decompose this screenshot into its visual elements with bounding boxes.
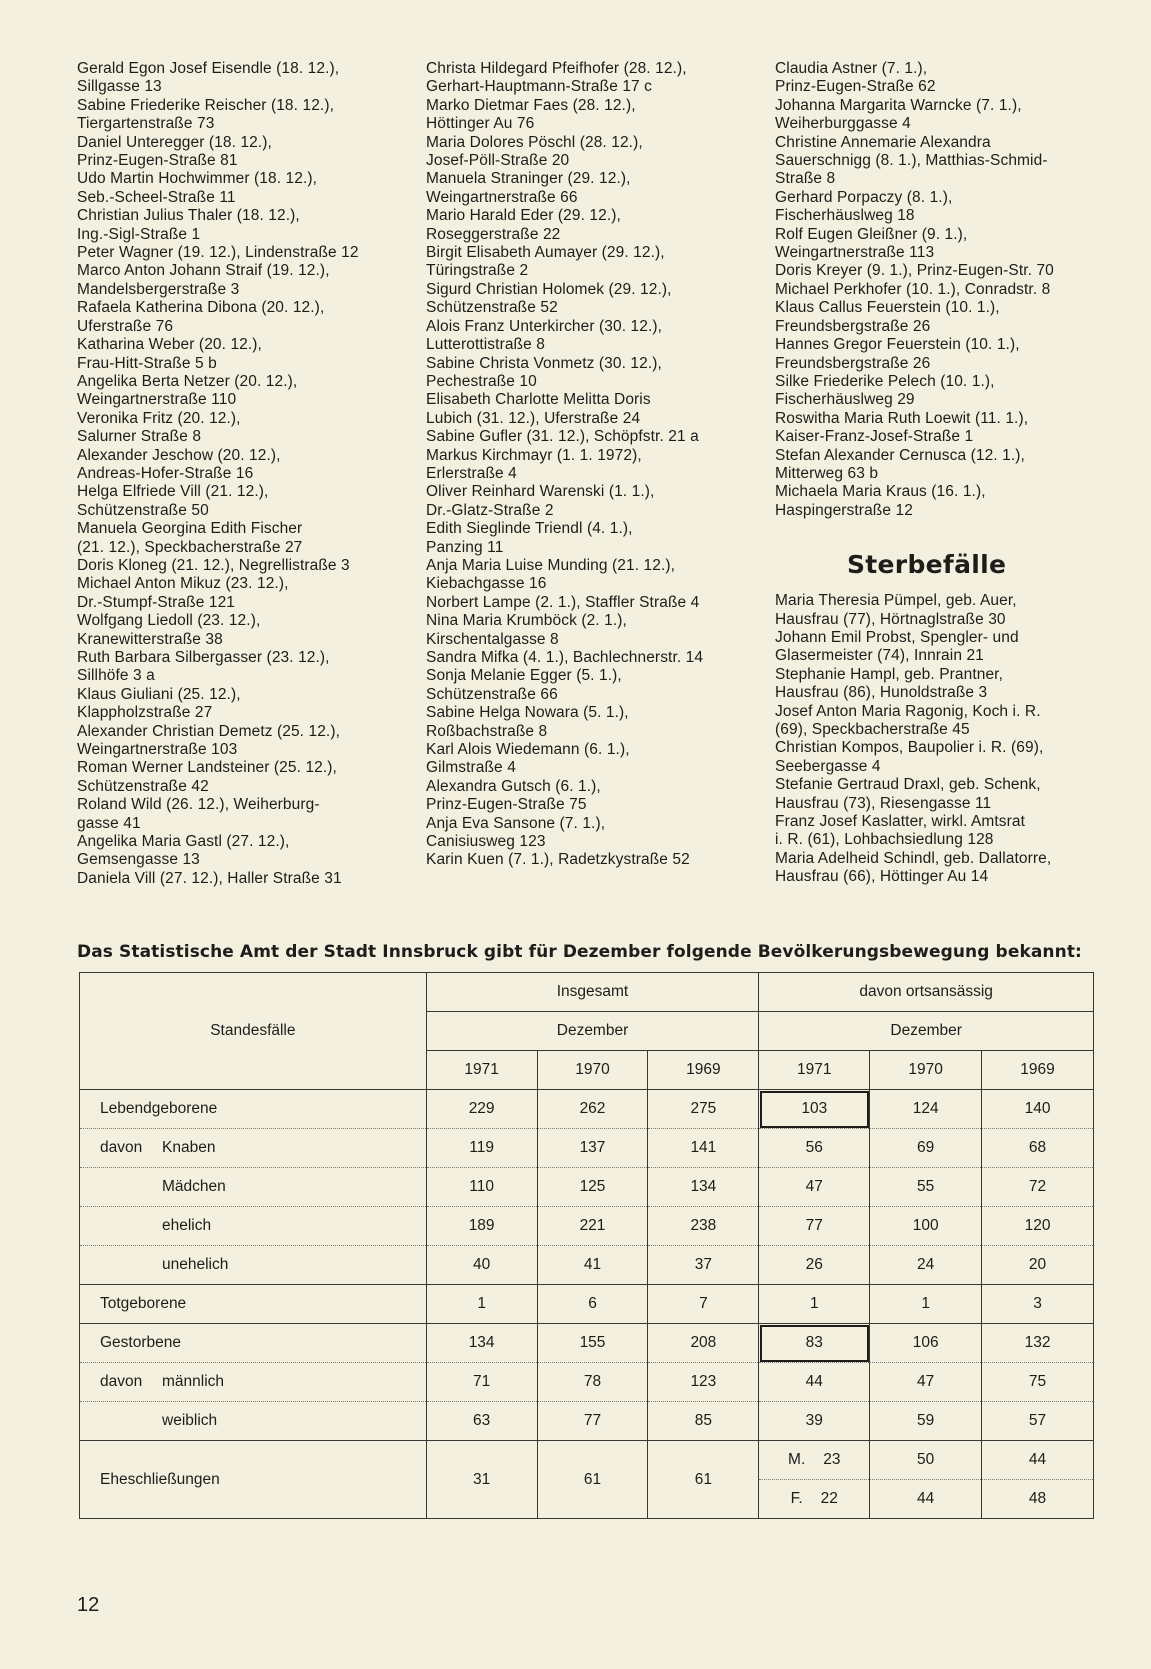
value-cell: 69 (870, 1129, 982, 1168)
male-value: 23 (823, 1451, 841, 1468)
value-cell: 85 (648, 1402, 759, 1441)
register-entry: Gerald Egon Josef Eisendle (18. 12.), Sillgasse 13 (77, 60, 340, 96)
row-label-text: männlich (162, 1373, 225, 1390)
register-entry: Ruth Barbara Silbergasser (23. 12.), Sillhöfe 3 a (77, 649, 330, 685)
register-entry: Veronika Fritz (20. 12.), Salurner Straße 8 (77, 409, 241, 446)
row-knaben (80, 1129, 1094, 1168)
value-cell: 155 (537, 1324, 648, 1363)
register-entry: Manuela Straninger (29. 12.), Weingartnerstraße 66 (426, 170, 631, 206)
births-list-3 (775, 60, 1105, 520)
value-cell: 83 (759, 1324, 870, 1363)
register-entry: Doris Kloneg (21. 12.), Negrellistraße 3 (77, 556, 350, 574)
value-cell: 31 (426, 1441, 537, 1519)
value-cell: 61 (648, 1441, 759, 1519)
register-entry: Josef Anton Maria Ragonig, Koch i. R. (69), Speckbacherstraße 45 (775, 702, 1041, 738)
register-entry: Daniel Unteregger (18. 12.), Prinz-Eugen-Straße 81 (77, 133, 272, 170)
register-entry: Sigurd Christian Holomek (29. 12.), Schützenstraße 52 (426, 280, 672, 317)
value-cell: 37 (648, 1246, 759, 1285)
value-cell: 119 (426, 1129, 537, 1168)
register-entry: Manuela Georgina Edith Fischer (21. 12.), Speckbacherstraße 27 (77, 520, 303, 556)
row-eheschliessungen-m (80, 1441, 1094, 1480)
register-entry: Silke Friederike Pelech (10. 1.), Fischerhäuslweg 29 (775, 372, 995, 409)
row-label: Lebendgeborene (80, 1090, 427, 1129)
register-entry: Roswitha Maria Ruth Loewit (11. 1.), Kaiser-Franz-Josef-Straße 1 (775, 409, 1029, 446)
register-entry: Michaela Maria Kraus (16. 1.), Haspingerstraße 12 (775, 483, 986, 519)
female-value: 22 (820, 1490, 838, 1507)
register-entry: Christian Julius Thaler (18. 12.), Ing.-Sigl-Straße 1 (77, 207, 300, 243)
register-entry: Christa Hildegard Pfeifhofer (28. 12.), Gerhart-Hauptmann-Straße 17 c (426, 60, 687, 96)
register-entry: Stephanie Hampl, geb. Prantner, Hausfrau (86), Hunoldstraße 3 (775, 665, 1003, 702)
value-cell: 238 (648, 1207, 759, 1246)
value-cell: 208 (648, 1324, 759, 1363)
row-weiblich (80, 1402, 1094, 1441)
row-label: Eheschließungen (80, 1441, 427, 1519)
value-cell: 134 (426, 1324, 537, 1363)
row-unehelich (80, 1246, 1094, 1285)
value-cell: 26 (759, 1246, 870, 1285)
year-cell: 1969 (648, 1051, 759, 1090)
row-maedchen (80, 1168, 1094, 1207)
register-entry: Christian Kompos, Baupolier i. R. (69), Seebergasse 4 (775, 739, 1044, 775)
register-entry: Oliver Reinhard Warenski (1. 1.), Dr.-Glatz-Straße 2 (426, 483, 655, 519)
register-entry: Helga Elfriede Vill (21. 12.), Schützenstraße 50 (77, 483, 269, 519)
births-column-2 (426, 60, 756, 870)
year-cell: 1969 (982, 1051, 1094, 1090)
register-entry: Rolf Eugen Gleißner (9. 1.), Weingartnerstraße 113 (775, 225, 968, 262)
row-totgeborene (80, 1285, 1094, 1324)
value-cell: 221 (537, 1207, 648, 1246)
register-entry: Roland Wild (26. 12.), Weiherburg- gasse 41 (77, 796, 320, 832)
register-entry: Stefan Alexander Cernusca (12. 1.), Mitterweg 63 b (775, 446, 1025, 482)
register-entry: Roman Werner Landsteiner (25. 12.), Schützenstraße 42 (77, 759, 337, 795)
value-cell: 24 (870, 1246, 982, 1285)
register-entry: Peter Wagner (19. 12.), Lindenstraße 12 (77, 244, 359, 262)
value-cell: 137 (537, 1129, 648, 1168)
row-prefix: davon (100, 1139, 143, 1156)
register-entry: Sabine Helga Nowara (5. 1.), Roßbachstraße 8 (426, 704, 629, 740)
register-entry: Edith Sieglinde Triendl (4. 1.), Panzing 11 (426, 520, 633, 556)
table-title: Das Statistische Amt der Stadt Innsbruck gibt für Dezember folgende Bevölkerungsbewegung bekannt: (77, 942, 1082, 962)
year-cell: 1971 (426, 1051, 537, 1090)
value-cell: 56 (759, 1129, 870, 1168)
row-gestorbene (80, 1324, 1094, 1363)
register-entry: Klaus Callus Feuerstein (10. 1.), Freundsbergstraße 26 (775, 299, 1000, 335)
value-cell: 77 (537, 1402, 648, 1441)
register-entry: Sandra Mifka (4. 1.), Bachlechnerstr. 14 (426, 649, 704, 666)
value-cell: 7 (648, 1285, 759, 1324)
register-entry: Alexander Christian Demetz (25. 12.), Weingartnerstraße 103 (77, 722, 341, 759)
value-cell: 41 (537, 1246, 648, 1285)
row-lebendgeborene (80, 1090, 1094, 1129)
value-cell-f: 44 (870, 1480, 982, 1519)
page-number: 12 (77, 1594, 100, 1616)
value-cell: 71 (426, 1363, 537, 1402)
register-entry: Klaus Giuliani (25. 12.), Klappholzstraße 27 (77, 685, 241, 722)
month-insgesamt: Dezember (426, 1012, 759, 1051)
register-entry: Hannes Gregor Feuerstein (10. 1.), Freundsbergstraße 26 (775, 336, 1020, 372)
register-entry: Sabine Friederike Reischer (18. 12.), Tiergartenstraße 73 (77, 96, 334, 133)
population-table (79, 972, 1094, 1519)
register-entry: Maria Theresia Pümpel, geb. Auer, Hausfrau (77), Hörtnaglstraße 30 (775, 592, 1017, 628)
register-entry: Elisabeth Charlotte Melitta Doris Lubich (31. 12.), Uferstraße 24 (426, 391, 651, 427)
register-entry: Mario Harald Eder (29. 12.), Roseggerstraße 22 (426, 207, 621, 243)
value-cell: 132 (982, 1324, 1094, 1363)
register-entry: Claudia Astner (7. 1.), Prinz-Eugen-Straße 62 (775, 60, 936, 96)
row-maennlich (80, 1363, 1094, 1402)
value-cell: 120 (982, 1207, 1094, 1246)
year-cell: 1971 (759, 1051, 870, 1090)
register-entry: Daniela Vill (27. 12.), Haller Straße 31 (77, 869, 342, 887)
register-entry: Anja Eva Sansone (7. 1.), Canisiusweg 123 (426, 814, 606, 851)
value-cell: 100 (870, 1207, 982, 1246)
register-entry: Maria Adelheid Schindl, geb. Dallatorre, Hausfrau (66), Höttinger Au 14 (775, 849, 1052, 886)
register-entry: Marko Dietmar Faes (28. 12.), Höttinger Au 76 (426, 96, 636, 133)
year-cell: 1970 (870, 1051, 982, 1090)
year-cell: 1970 (537, 1051, 648, 1090)
value-cell-m: 44 (982, 1441, 1094, 1480)
register-entry: Birgit Elisabeth Aumayer (29. 12.), Türingstraße 2 (426, 244, 665, 280)
register-entry: Karin Kuen (7. 1.), Radetzkystraße 52 (426, 851, 690, 869)
row-label-text: Knaben (162, 1139, 216, 1156)
register-entry: Nina Maria Krumböck (2. 1.), Kirschentalgasse 8 (426, 612, 627, 648)
col-label-cell: Standesfälle (80, 973, 427, 1090)
births-column-3 (775, 60, 1105, 887)
value-cell: 189 (426, 1207, 537, 1246)
row-label: weiblich (80, 1402, 427, 1441)
row-label: Gestorbene (80, 1324, 427, 1363)
group-ortsansaessig: davon ortsansässig (759, 973, 1094, 1012)
month-ortsansaessig: Dezember (759, 1012, 1094, 1051)
value-cell: 55 (870, 1168, 982, 1207)
row-label (80, 1363, 427, 1402)
value-cell: 103 (759, 1090, 870, 1129)
register-entry: Michael Perkhofer (10. 1.), Conradstr. 8 (775, 280, 1051, 298)
row-label: unehelich (80, 1246, 427, 1285)
value-cell: 6 (537, 1285, 648, 1324)
register-entry: Marco Anton Johann Straif (19. 12.), Mandelsbergerstraße 3 (77, 262, 330, 298)
register-entry: Johann Emil Probst, Spengler- und Glasermeister (74), Innrain 21 (775, 628, 1019, 665)
register-entry: Christine Annemarie Alexandra Sauerschnigg (8. 1.), Matthias-Schmid- Straße 8 (775, 133, 1048, 188)
value-cell: 47 (759, 1168, 870, 1207)
value-cell: 124 (870, 1090, 982, 1129)
value-cell-f: 48 (982, 1480, 1094, 1519)
deaths-list (775, 592, 1105, 887)
value-cell: 44 (759, 1363, 870, 1402)
value-cell: 1 (870, 1285, 982, 1324)
value-cell: 59 (870, 1402, 982, 1441)
value-cell: 47 (870, 1363, 982, 1402)
row-ehelich (80, 1207, 1094, 1246)
value-cell: 275 (648, 1090, 759, 1129)
value-cell: 141 (648, 1129, 759, 1168)
value-cell: 63 (426, 1402, 537, 1441)
register-entry: Markus Kirchmayr (1. 1. 1972), Erlerstraße 4 (426, 446, 642, 482)
value-cell-m (759, 1441, 870, 1480)
value-cell-m: 50 (870, 1441, 982, 1480)
register-entry: Sonja Melanie Egger (5. 1.), Schützenstraße 66 (426, 667, 622, 703)
value-cell: 229 (426, 1090, 537, 1129)
register-entry: Udo Martin Hochwimmer (18. 12.), Seb.-Scheel-Straße 11 (77, 170, 318, 206)
value-cell: 110 (426, 1168, 537, 1207)
row-prefix: davon (100, 1373, 143, 1390)
value-cell: 39 (759, 1402, 870, 1441)
register-entry: Sabine Gufler (31. 12.), Schöpfstr. 21 a (426, 428, 699, 446)
value-cell: 20 (982, 1246, 1094, 1285)
register-entry: Alexander Jeschow (20. 12.), Andreas-Hofer-Straße 16 (77, 446, 281, 482)
value-cell: 57 (982, 1402, 1094, 1441)
register-entry: Karl Alois Wiedemann (6. 1.), Gilmstraße 4 (426, 741, 630, 777)
register-entry: Johanna Margarita Warncke (7. 1.), Weiherburggasse 4 (775, 96, 1022, 133)
value-cell: 125 (537, 1168, 648, 1207)
value-cell: 68 (982, 1129, 1094, 1168)
register-entry: Stefanie Gertraud Draxl, geb. Schenk, Hausfrau (73), Riesengasse 11 (775, 776, 1041, 812)
register-entry: Anja Maria Luise Munding (21. 12.), Kiebachgasse 16 (426, 556, 676, 593)
group-insgesamt: Insgesamt (426, 973, 759, 1012)
register-entry: Sabine Christa Vonmetz (30. 12.), Pechestraße 10 (426, 354, 662, 390)
value-cell: 106 (870, 1324, 982, 1363)
register-entry: Maria Dolores Pöschl (28. 12.), Josef-Pöll-Straße 20 (426, 133, 643, 170)
value-cell: 1 (426, 1285, 537, 1324)
value-cell: 134 (648, 1168, 759, 1207)
value-cell: 3 (982, 1285, 1094, 1324)
row-label: ehelich (80, 1207, 427, 1246)
register-entry: Franz Josef Kaslatter, wirkl. Amtsrat i. R. (61), Lohbachsiedlung 128 (775, 813, 1026, 849)
value-cell: 78 (537, 1363, 648, 1402)
female-prefix: F. (790, 1490, 803, 1507)
value-cell: 1 (759, 1285, 870, 1324)
value-cell: 262 (537, 1090, 648, 1129)
value-cell: 75 (982, 1363, 1094, 1402)
register-entry: Wolfgang Liedoll (23. 12.), Kranewitterstraße 38 (77, 612, 261, 648)
row-label: Mädchen (80, 1168, 427, 1207)
register-entry: Katharina Weber (20. 12.), Frau-Hitt-Straße 5 b (77, 336, 262, 372)
value-cell: 72 (982, 1168, 1094, 1207)
register-entry: Doris Kreyer (9. 1.), Prinz-Eugen-Str. 70 (775, 262, 1054, 280)
register-entry: Alexandra Gutsch (6. 1.), Prinz-Eugen-Straße 75 (426, 777, 601, 814)
value-cell: 123 (648, 1363, 759, 1402)
value-cell: 40 (426, 1246, 537, 1285)
register-entry: Gerhard Porpaczy (8. 1.), Fischerhäuslweg 18 (775, 188, 953, 225)
register-entry: Michael Anton Mikuz (23. 12.), Dr.-Stumpf-Straße 121 (77, 575, 289, 611)
male-prefix: M. (788, 1451, 806, 1468)
register-entry: Alois Franz Unterkircher (30. 12.), Lutterottistraße 8 (426, 317, 663, 354)
table-header-row-groups (80, 973, 1094, 1012)
register-entry: Angelika Maria Gastl (27. 12.), Gemsengasse 13 (77, 833, 290, 869)
value-cell: 140 (982, 1090, 1094, 1129)
register-columns (0, 60, 1151, 930)
value-cell: 61 (537, 1441, 648, 1519)
value-cell-f (759, 1480, 870, 1519)
row-label (80, 1129, 427, 1168)
row-label: Totgeborene (80, 1285, 427, 1324)
register-entry: Norbert Lampe (2. 1.), Staffler Straße 4 (426, 593, 700, 611)
deaths-heading: Sterbefälle (847, 550, 1007, 580)
register-entry: Rafaela Katherina Dibona (20. 12.), Uferstraße 76 (77, 299, 325, 335)
register-entry: Angelika Berta Netzer (20. 12.), Weingartnerstraße 110 (77, 372, 298, 409)
births-column-1 (77, 60, 407, 888)
value-cell: 77 (759, 1207, 870, 1246)
